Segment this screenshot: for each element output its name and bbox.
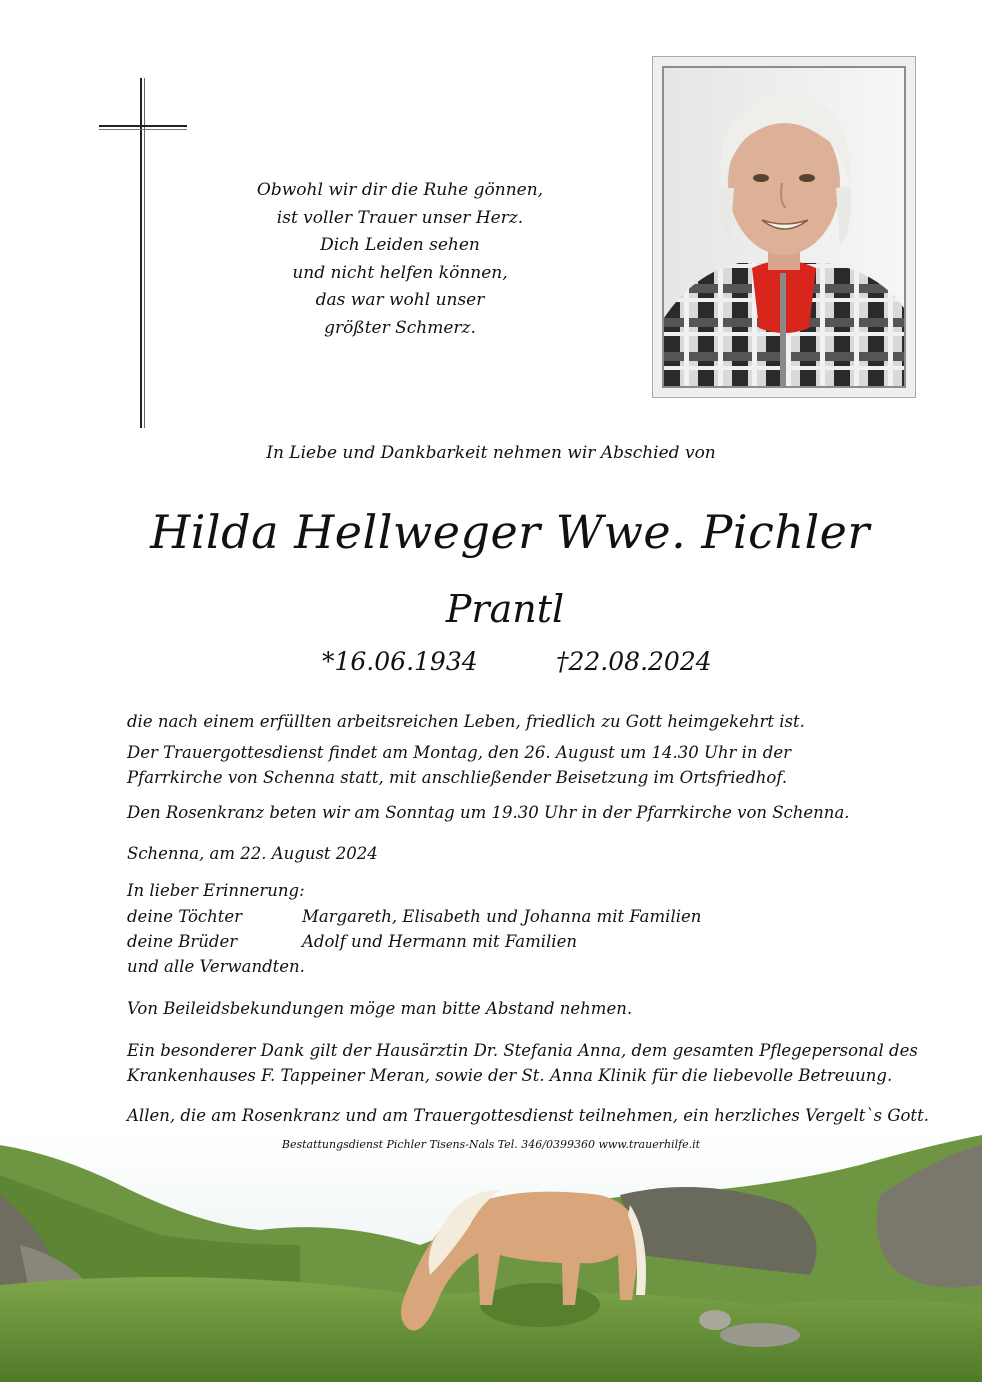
poem	[200, 177, 600, 342]
poem-line: und nicht helfen können,	[292, 262, 508, 283]
poem-line: Dich Leiden sehen	[320, 235, 480, 255]
landscape-horse-photo	[0, 1135, 982, 1382]
family-names: Margareth, Elisabeth und Johanna mit Familien	[302, 907, 702, 926]
maiden-name: Prantl	[445, 587, 565, 631]
poem-line: das war wohl unser	[315, 290, 485, 310]
rosary-text: Den Rosenkranz beten wir am Sonntag um 19.30 Uhr in der Pfarrkirche von Schenna.	[127, 803, 850, 822]
family-relation: deine Brüder	[127, 932, 238, 951]
deceased-name: Hilda Hellweger Wwe. Pichler	[150, 505, 870, 559]
place-date: Schenna, am 22. August 2024	[127, 844, 378, 863]
closing-thanks: Allen, die am Rosenkranz und am Trauergottesdienst teilnehmen, ein herzliches Vergelt`s Gott.	[127, 1106, 929, 1125]
funeral-service-text	[127, 740, 791, 790]
farewell-line: In Liebe und Dankbarkeit nehmen wir Abschied von	[266, 443, 716, 463]
cross-icon	[99, 78, 187, 428]
footer-funeral-service: Bestattungsdienst Pichler Tisens-Nals Tel. 346/0399360 www.trauerhilfe.it	[281, 1138, 701, 1151]
funeral-service-line: Pfarrkirche von Schenna statt, mit anschließender Beisetzung im Ortsfriedhof.	[127, 768, 788, 787]
obituary-text: die nach einem erfüllten arbeitsreichen Leben, friedlich zu Gott heimgekehrt ist.	[127, 712, 805, 731]
birth-date: *16.06.1934	[322, 647, 478, 676]
poem-line: Obwohl wir dir die Ruhe gönnen,	[256, 180, 544, 200]
family-closing: und alle Verwandten.	[127, 957, 305, 976]
portrait-frame	[652, 56, 916, 398]
poem-line: größter Schmerz.	[324, 317, 476, 338]
memory-heading: In lieber Erinnerung:	[127, 881, 305, 900]
condolence-note: Von Beileidsbekundungen möge man bitte Abstand nehmen.	[127, 999, 633, 1018]
funeral-service-line: Der Trauergottesdienst findet am Montag, den 26. August um 14.30 Uhr in der	[127, 743, 792, 762]
thanks-line: Ein besonderer Dank gilt der Hausärztin Dr. Stefania Anna, dem gesamten Pflegepersonal des	[127, 1041, 918, 1060]
death-date: †22.08.2024	[556, 647, 712, 676]
thanks-line: Krankenhauses F. Tappeiner Meran, sowie der St. Anna Klinik für die liebevolle Betreuung.	[127, 1066, 893, 1085]
poem-line: ist voller Trauer unser Herz.	[276, 207, 524, 228]
portrait-photo	[662, 66, 906, 388]
family-names: Adolf und Hermann mit Familien	[302, 932, 577, 951]
thanks-text	[127, 1038, 918, 1088]
family-relation: deine Töchter	[127, 907, 243, 926]
